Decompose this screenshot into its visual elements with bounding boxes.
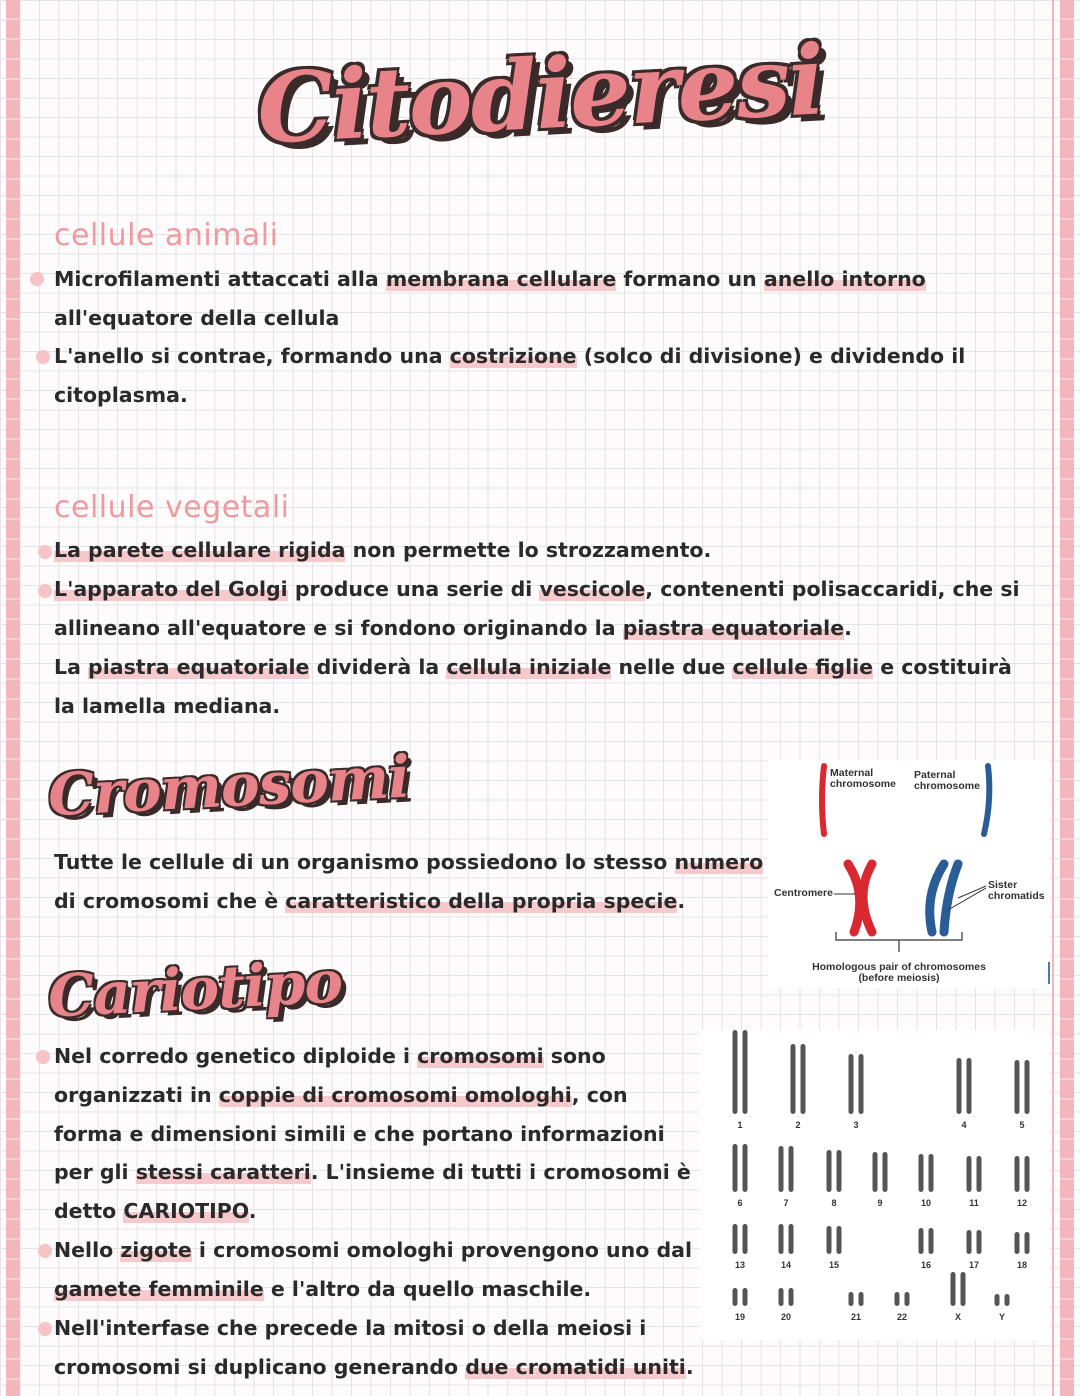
bullet-dot	[36, 1050, 50, 1064]
chromosome-mark	[837, 1150, 842, 1192]
figure-caption: Homologous pair of chromosomes (before meiosis)	[812, 961, 986, 984]
karyotype-label: 9	[877, 1198, 883, 1208]
chromosome-mark	[883, 1152, 888, 1192]
bullet-dot	[38, 1322, 52, 1336]
chromosome-mark	[859, 1054, 864, 1114]
chromosome-mark	[733, 1144, 738, 1192]
chromosome-mark	[1025, 1060, 1030, 1114]
animal-bullet-1: Microfilamenti attaccati alla membrana cellulare formano un anello intorno all'equatore della cellula	[54, 267, 926, 330]
chromosome-mark	[905, 1292, 910, 1306]
karyotype-label: 6	[737, 1198, 743, 1208]
bullet-dot	[30, 272, 44, 286]
paternal-label: Paternal chromosome	[914, 769, 980, 792]
chromosome-mark	[733, 1030, 738, 1114]
animal-heading: cellule animali	[54, 218, 279, 253]
karyotype-label: 8	[831, 1198, 837, 1208]
karyotype-label: 13	[734, 1260, 746, 1270]
chromosome-mark	[957, 1058, 962, 1114]
karyotype-label: 12	[1016, 1198, 1028, 1208]
karyotype-label: 22	[896, 1312, 908, 1322]
figure-edge-mark	[1048, 962, 1050, 984]
chromosome-mark	[977, 1156, 982, 1192]
chromosome-mark	[779, 1224, 784, 1254]
chromosome-mark	[1025, 1232, 1030, 1254]
chromosome-mark	[859, 1292, 864, 1306]
chromosome-mark	[733, 1288, 738, 1306]
plant-paragraph-3: La piastra equatoriale dividerà la cellula iniziale nelle due cellule figlie e costituirà la lamella mediana.	[54, 655, 1012, 718]
bullet-dot	[38, 584, 52, 598]
sister-chromatids-label: Sister chromatids	[988, 879, 1045, 902]
page-title: Citodieresi	[254, 23, 826, 166]
centromere-label: Centromere	[774, 887, 833, 899]
chromosome-mark	[995, 1294, 1000, 1306]
chromosome-mark	[977, 1230, 982, 1254]
chromosome-mark	[849, 1292, 854, 1306]
plant-heading: cellule vegetali	[54, 490, 290, 525]
chromosome-mark	[789, 1288, 794, 1306]
karyotype-label: 1	[737, 1120, 743, 1130]
chromosome-mark	[967, 1156, 972, 1192]
bullet-dot	[38, 1244, 52, 1258]
chromosome-mark	[743, 1030, 748, 1114]
karyotype-figure	[700, 1030, 1050, 1340]
karyotype-label: 15	[828, 1260, 840, 1270]
chromosomes-heading: Cromosomi	[46, 742, 411, 830]
karyotype-label: 20	[780, 1312, 792, 1322]
chromosome-mark	[1015, 1232, 1020, 1254]
chromosome-mark	[779, 1146, 784, 1192]
chromosome-mark	[1025, 1156, 1030, 1192]
karyotype-heading: Cariotipo	[46, 947, 344, 1031]
karyotype-label: 2	[795, 1120, 801, 1130]
chromosome-mark	[827, 1226, 832, 1254]
chromosome-mark	[961, 1272, 966, 1306]
chromosome-mark	[873, 1152, 878, 1192]
chromosome-mark	[919, 1228, 924, 1254]
bullet-dot	[38, 545, 52, 559]
chromosomes-text: Tutte le cellule di un organismo possiedono lo stesso numero di cromosomi che è caratteristico della propria specie.	[54, 850, 764, 913]
plant-bullet-2: L'apparato del Golgi produce una serie di vescicole, contenenti polisaccaridi, che si allineano all'equatore e si fondono originando la piastra equatoriale.	[54, 577, 1020, 640]
chromosome-mark	[1005, 1294, 1010, 1306]
right-border-line	[1052, 0, 1054, 1396]
chromosome-mark	[951, 1272, 956, 1306]
chromosome-mark	[791, 1044, 796, 1114]
chromosome-mark	[801, 1044, 806, 1114]
chromosome-drawing	[768, 760, 1050, 988]
karyotype-label: 19	[734, 1312, 746, 1322]
karyotype-label: 7	[783, 1198, 789, 1208]
karyotype-label: 10	[920, 1198, 932, 1208]
karyotype-bullet-2: Nello zigote i cromosomi omologhi provengono uno dal gamete femminile e l'altro da quello maschile.	[54, 1238, 692, 1301]
right-border	[1060, 0, 1074, 1396]
chromosome-mark	[743, 1288, 748, 1306]
karyotype-bullet-3: Nell'interfase che precede la mitosi o della meiosi i cromosomi si duplicano generando due cromatidi uniti.	[54, 1316, 694, 1379]
karyotype-label: 17	[968, 1260, 980, 1270]
chromosome-mark	[1015, 1060, 1020, 1114]
chromosome-mark	[743, 1224, 748, 1254]
maternal-label: Maternal chromosome	[830, 767, 896, 790]
chromosome-mark	[967, 1230, 972, 1254]
chromosome-mark	[827, 1150, 832, 1192]
chromosome-mark	[849, 1054, 854, 1114]
chromosome-mark	[919, 1154, 924, 1192]
karyotype-label: 5	[1019, 1120, 1025, 1130]
karyotype-label: 11	[969, 1198, 979, 1208]
bullet-dot	[36, 350, 50, 364]
karyotype-label: 4	[961, 1120, 967, 1130]
animal-bullet-2: L'anello si contrae, formando una costrizione (solco di divisione) e dividendo il citoplasma.	[54, 344, 966, 407]
karyotype-bullet-1: Nel corredo genetico diploide i cromosomi sono organizzati in coppie di cromosomi omologhi, con forma e dimensioni simili e che portano informazioni per gli stessi caratteri. L'insieme di tutti i cromosomi è detto CARIOTIPO.	[54, 1044, 691, 1224]
chromosome-mark	[743, 1144, 748, 1192]
karyotype-label: Y	[998, 1312, 1006, 1322]
karyotype-label: 14	[780, 1260, 792, 1270]
karyotype-label: 18	[1016, 1260, 1028, 1270]
chromosome-mark	[967, 1058, 972, 1114]
chromosome-mark	[779, 1288, 784, 1306]
chromosome-mark	[837, 1226, 842, 1254]
karyotype-drawing	[700, 1030, 1050, 1340]
karyotype-label: X	[954, 1312, 962, 1322]
chromosome-mark	[789, 1224, 794, 1254]
plant-bullet-1: La parete cellulare rigida non permette lo strozzamento.	[54, 538, 712, 562]
chromosome-mark	[1015, 1156, 1020, 1192]
chromosome-mark	[929, 1228, 934, 1254]
homologous-pair-figure	[768, 760, 1050, 988]
chromosome-mark	[733, 1224, 738, 1254]
chromosome-mark	[789, 1146, 794, 1192]
karyotype-label: 21	[850, 1312, 862, 1322]
karyotype-label: 3	[853, 1120, 859, 1130]
karyotype-label: 16	[920, 1260, 932, 1270]
chromosome-mark	[895, 1292, 900, 1306]
left-border	[6, 0, 20, 1396]
chromosome-mark	[929, 1154, 934, 1192]
